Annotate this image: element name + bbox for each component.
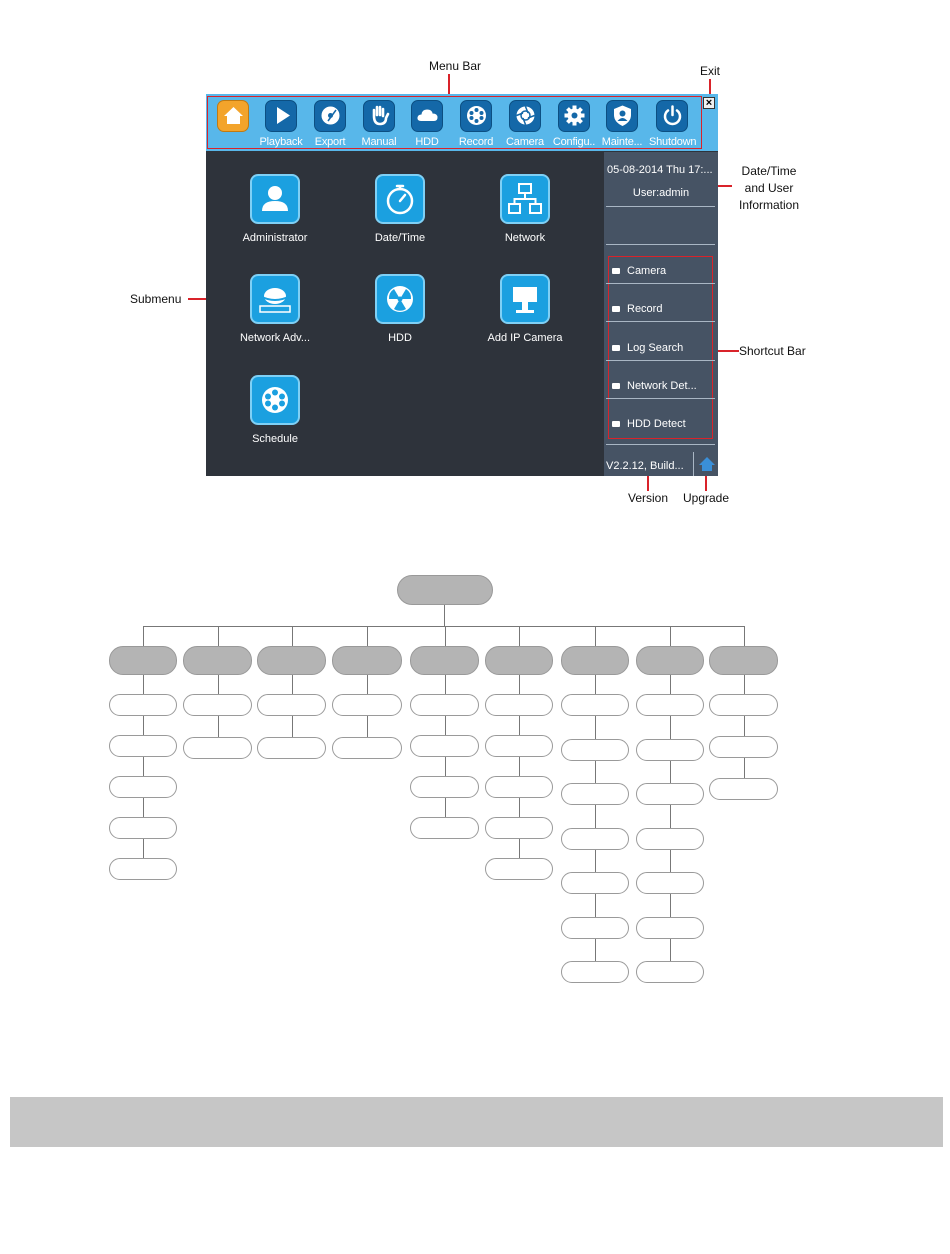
submenu-item-label: Schedule <box>252 433 298 445</box>
menu-item-label: Camera <box>506 136 544 148</box>
menu-item-camera[interactable] <box>502 100 548 150</box>
submenu-item-network[interactable] <box>470 174 580 244</box>
submenu-item-network-advanced[interactable] <box>220 274 330 344</box>
menu-item-label: Manual <box>361 136 397 148</box>
tree-leaf-node <box>709 694 778 716</box>
menu-item-record[interactable] <box>453 100 499 150</box>
divider <box>606 321 715 322</box>
divider <box>693 452 694 476</box>
tree-connector <box>218 626 219 646</box>
tree-connector <box>670 626 671 646</box>
shortcut-record[interactable] <box>612 303 662 315</box>
submenu-item-label: Date/Time <box>374 232 426 244</box>
network-icon <box>500 174 550 224</box>
tree-leaf-node <box>410 776 479 798</box>
menu-item-manual[interactable] <box>356 100 402 150</box>
callout-shortcut-bar: Shortcut Bar <box>739 344 806 358</box>
tree-leaf-node <box>636 694 704 716</box>
tree-leaf-node <box>561 694 629 716</box>
gear-icon <box>558 100 590 132</box>
divider <box>606 360 715 361</box>
menu-item-label: Shutdown <box>649 136 697 148</box>
tree-leaf-node <box>183 694 252 716</box>
tree-connector <box>519 626 520 646</box>
radiation-icon <box>375 274 425 324</box>
tree-leaf-node <box>332 694 402 716</box>
hand-icon <box>363 100 395 132</box>
upgrade-icon <box>698 455 716 473</box>
tree-leaf-node <box>109 735 177 757</box>
tree-leaf-node <box>561 872 629 894</box>
tree-category-node <box>410 646 479 675</box>
submenu-item-label: Network <box>504 232 546 244</box>
tree-leaf-node <box>485 776 553 798</box>
menu-item-label: Playback <box>259 136 303 148</box>
hdd-detect-icon <box>612 421 620 427</box>
tree-leaf-node <box>410 694 479 716</box>
tree-leaf-node <box>485 694 553 716</box>
tree-leaf-node <box>636 872 704 894</box>
tree-category-node <box>183 646 252 675</box>
menu-item-configuration[interactable] <box>551 100 597 150</box>
shortcut-label: Camera <box>627 265 667 277</box>
film-reel-icon <box>460 100 492 132</box>
tree-leaf-node <box>332 737 402 759</box>
tree-leaf-node <box>257 694 326 716</box>
tree-leaf-node <box>636 783 704 805</box>
play-icon <box>265 100 297 132</box>
tree-leaf-node <box>709 736 778 758</box>
tree-connector <box>595 626 596 646</box>
tree-leaf-node <box>109 817 177 839</box>
callout-menu-bar: Menu Bar <box>428 59 482 73</box>
submenu-item-date-time[interactable] <box>345 174 455 244</box>
menu-bar <box>206 94 718 151</box>
shortcut-label: Log Search <box>627 342 684 354</box>
user-icon <box>250 174 300 224</box>
tree-leaf-node <box>485 858 553 880</box>
ip-camera-icon <box>500 274 550 324</box>
callout-date-time-user: Date/Time and User Information <box>738 164 800 212</box>
tree-leaf-node <box>109 858 177 880</box>
menu-item-shutdown[interactable] <box>649 100 695 150</box>
submenu-item-administrator[interactable] <box>220 174 330 244</box>
disc-icon <box>314 100 346 132</box>
menu-item-label: HDD <box>415 136 439 148</box>
tree-connector <box>292 626 293 646</box>
tree-category-node <box>636 646 704 675</box>
tree-leaf-node <box>561 739 629 761</box>
info-shortcut-panel <box>604 152 718 476</box>
tree-leaf-node <box>561 828 629 850</box>
shortcut-log-search[interactable] <box>612 342 683 354</box>
callout-submenu: Submenu <box>130 292 182 306</box>
date-time-readout: 05-08-2014 Thu 17:... <box>607 164 713 176</box>
tree-category-node <box>485 646 553 675</box>
tree-connector <box>744 675 745 778</box>
tree-category-node <box>561 646 629 675</box>
shield-user-icon <box>606 100 638 132</box>
submenu-item-add-ip-camera[interactable] <box>470 274 580 344</box>
menu-item-label: Mainte... <box>601 136 643 148</box>
tree-category-node <box>332 646 402 675</box>
divider <box>606 398 715 399</box>
tree-leaf-node <box>257 737 326 759</box>
home-icon <box>217 100 249 132</box>
tree-leaf-node <box>410 735 479 757</box>
menu-item-label: Configu.. <box>552 136 596 148</box>
submenu-item-label: Administrator <box>242 232 308 244</box>
submenu-item-label: Add IP Camera <box>487 332 563 344</box>
tree-category-node <box>709 646 778 675</box>
power-icon <box>656 100 688 132</box>
film-reel-icon <box>250 375 300 425</box>
menu-item-label: Export <box>314 136 346 148</box>
aperture-icon <box>509 100 541 132</box>
shortcut-network-detect[interactable] <box>612 380 697 392</box>
gray-band <box>10 1097 943 1147</box>
tree-leaf-node <box>109 694 177 716</box>
submenu-item-schedule[interactable] <box>220 375 330 445</box>
user-readout: User:admin <box>632 187 690 199</box>
divider <box>606 206 715 207</box>
divider <box>606 283 715 284</box>
tree-category-node <box>109 646 177 675</box>
shortcut-label: HDD Detect <box>627 418 686 430</box>
tree-leaf-node <box>636 917 704 939</box>
callout-exit: Exit <box>699 64 720 78</box>
shortcut-label: Record <box>627 303 663 315</box>
callout-upgrade: Upgrade <box>682 491 730 505</box>
version-readout: V2.2.12, Build... <box>606 460 684 472</box>
tree-leaf-node <box>485 735 553 757</box>
tree-leaf-node <box>636 739 704 761</box>
exit-button[interactable]: × <box>703 97 715 109</box>
submenu-item-label: HDD <box>388 332 412 344</box>
tree-connector <box>744 626 745 646</box>
callout-line <box>647 476 649 491</box>
menu-item-maintenance[interactable] <box>599 100 645 150</box>
menu-item-label: Home <box>218 136 248 148</box>
tree-leaf-node <box>410 817 479 839</box>
stopwatch-icon <box>375 174 425 224</box>
callout-line <box>448 74 450 94</box>
cloud-icon <box>411 100 443 132</box>
callout-line <box>188 298 206 300</box>
log-search-icon <box>612 345 620 351</box>
tree-leaf-node <box>485 817 553 839</box>
upgrade-button[interactable] <box>698 455 716 473</box>
menu-item-hdd[interactable] <box>404 100 450 150</box>
tree-leaf-node <box>561 961 629 983</box>
tree-category-node <box>257 646 326 675</box>
router-icon <box>250 274 300 324</box>
tree-leaf-node <box>109 776 177 798</box>
tree-leaf-node <box>636 961 704 983</box>
tree-connector <box>367 626 368 646</box>
tree-connector <box>143 626 144 646</box>
menu-item-home[interactable] <box>210 100 256 150</box>
callout-line <box>705 476 707 491</box>
tree-root-node <box>397 575 493 605</box>
tree-leaf-node <box>561 783 629 805</box>
submenu-item-label: Network Adv... <box>239 332 311 344</box>
menu-item-label: Record <box>458 136 494 148</box>
camera-icon <box>612 268 620 274</box>
tree-connector <box>445 626 446 646</box>
shortcut-camera[interactable] <box>612 265 666 277</box>
menu-item-export[interactable] <box>307 100 353 150</box>
shortcut-label: Network Det... <box>627 380 697 392</box>
tree-leaf-node <box>636 828 704 850</box>
submenu-item-hdd[interactable] <box>345 274 455 344</box>
tree-leaf-node <box>183 737 252 759</box>
network-detect-icon <box>612 383 620 389</box>
tree-leaf-node <box>709 778 778 800</box>
divider <box>606 444 715 445</box>
record-icon <box>612 306 620 312</box>
dvr-main-menu-screenshot <box>206 94 718 476</box>
menu-item-playback[interactable] <box>258 100 304 150</box>
tree-leaf-node <box>561 917 629 939</box>
tree-connector <box>444 605 445 626</box>
callout-version: Version <box>627 491 669 505</box>
divider <box>606 244 715 245</box>
shortcut-hdd-detect[interactable] <box>612 418 686 430</box>
